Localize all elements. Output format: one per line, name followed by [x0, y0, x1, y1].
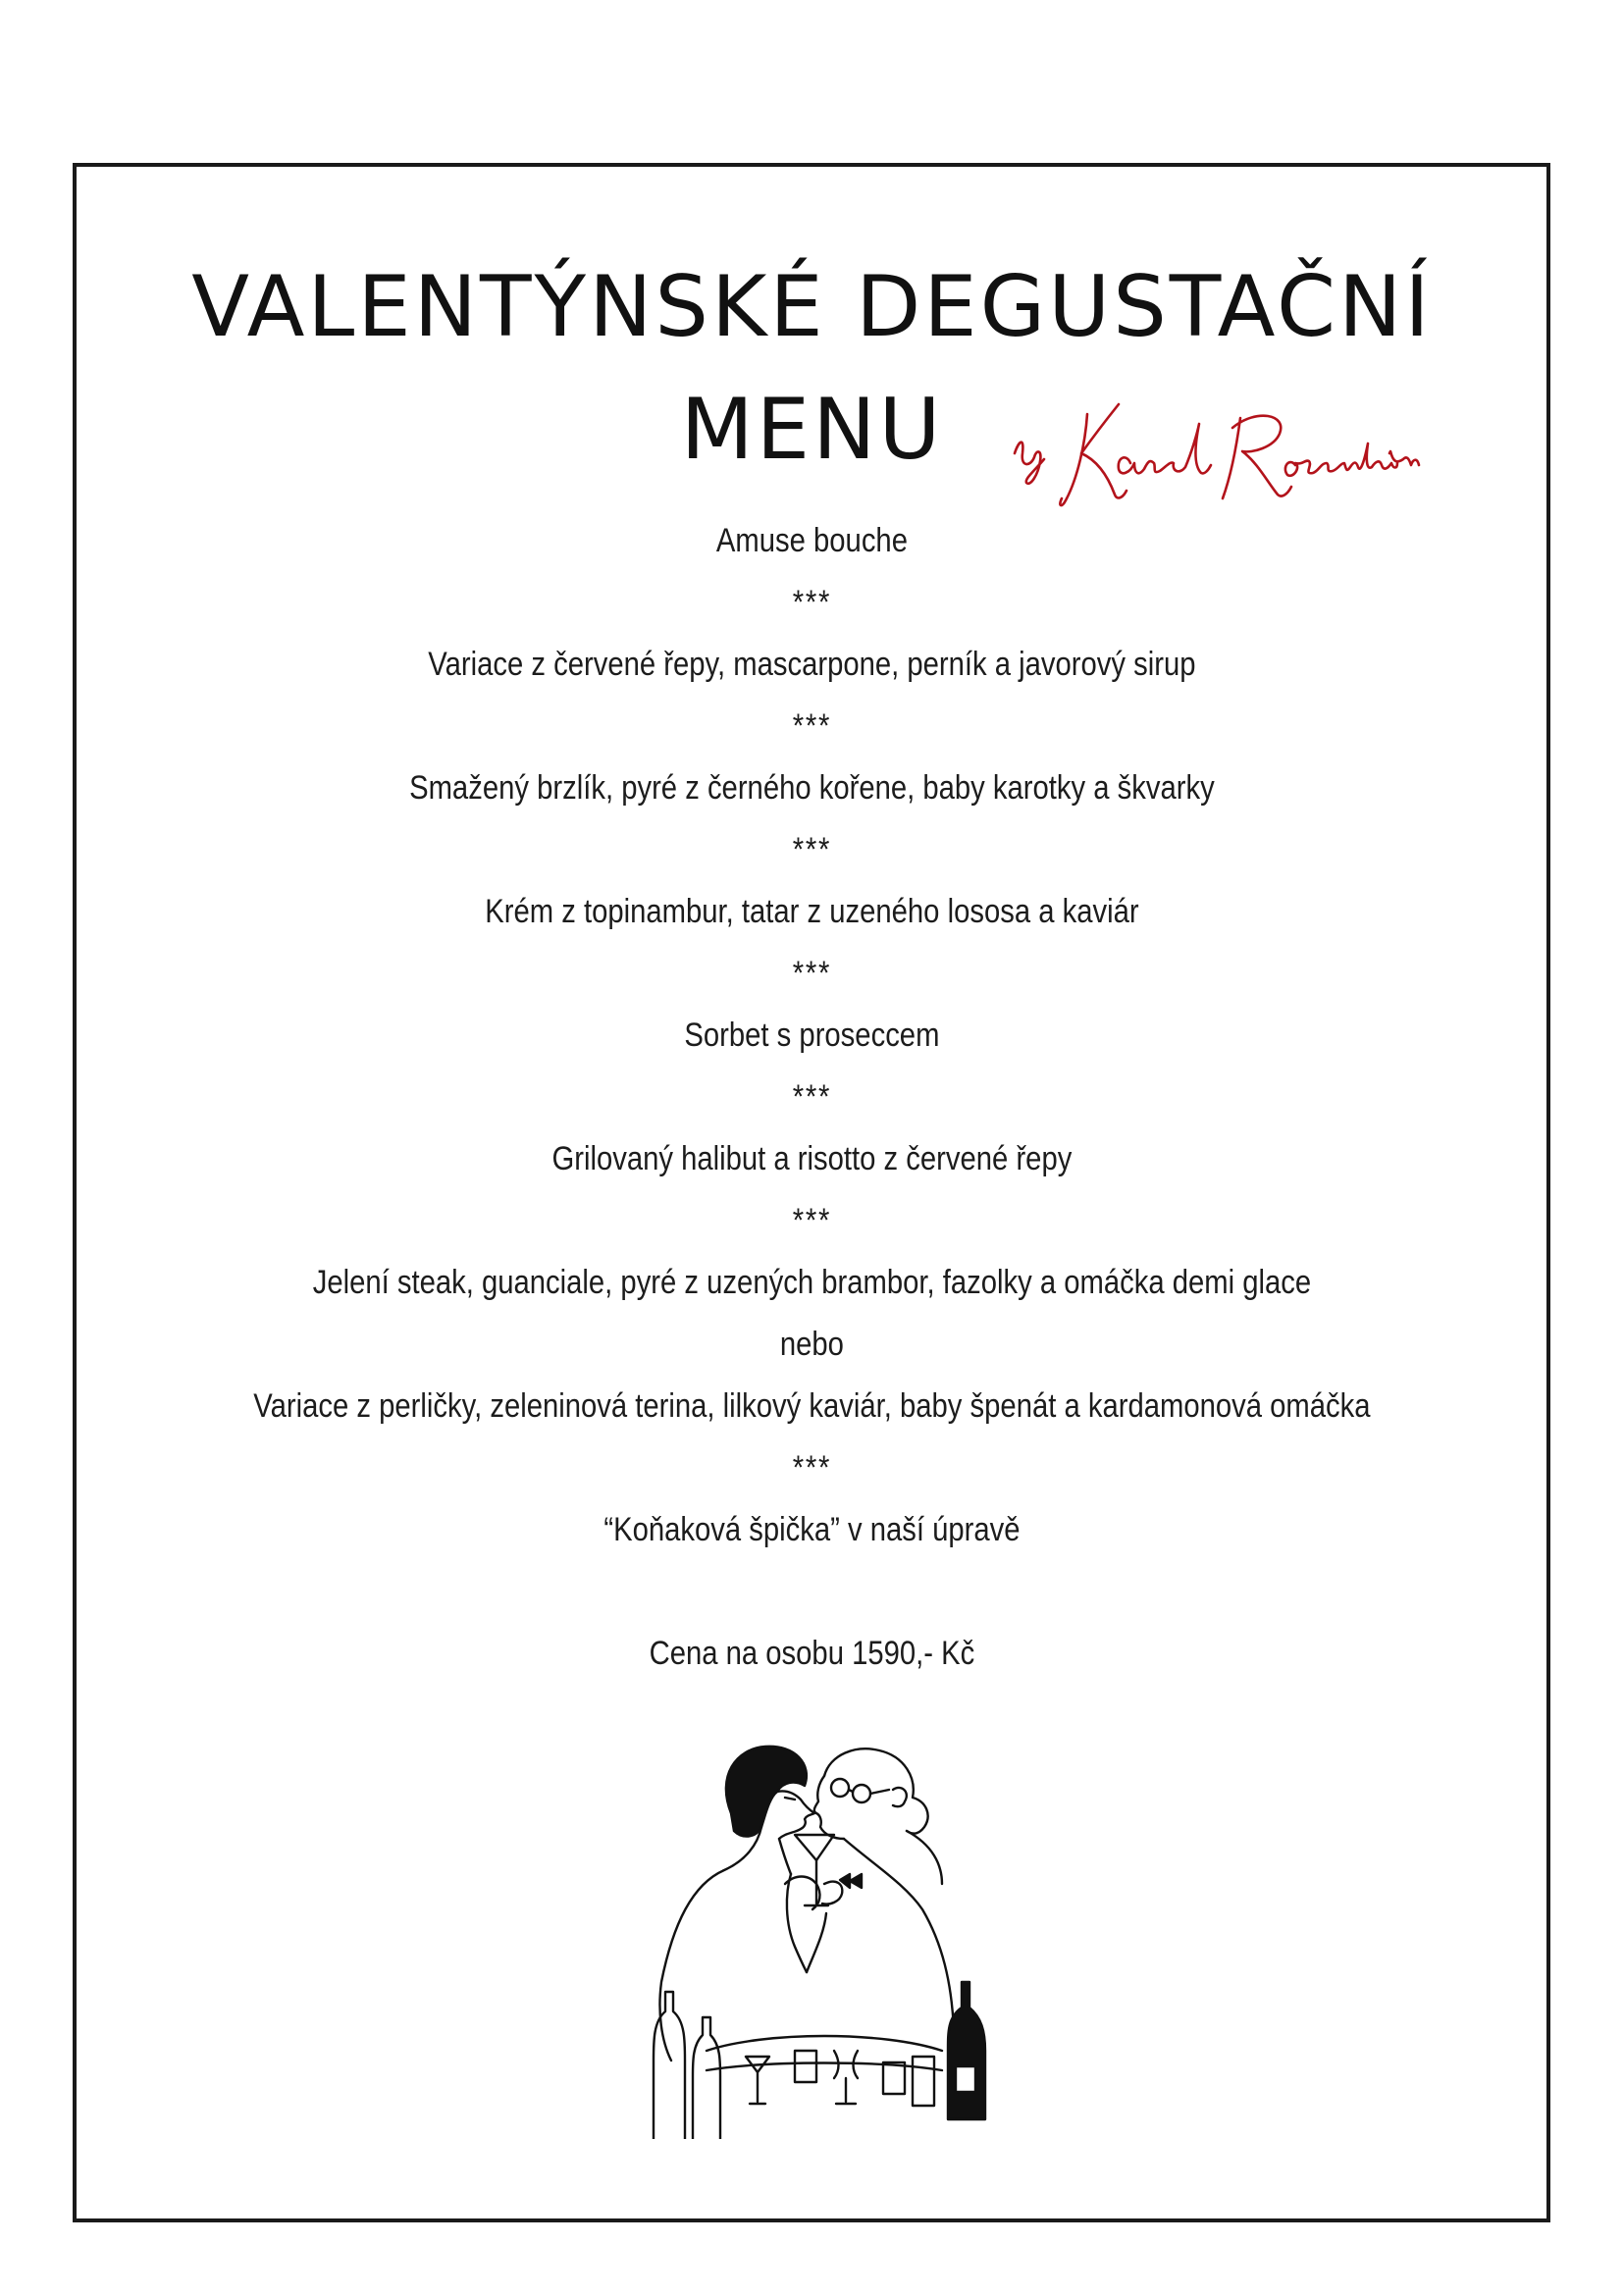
- couple-sharing-cocktail-illustration: [648, 1737, 1001, 2139]
- main-course-or: nebo: [779, 1326, 844, 1363]
- amuse-bouche: Amuse bouche: [715, 522, 908, 559]
- menu-title-line-1: VALENTÝNSKÉ DEGUSTAČNÍ: [191, 258, 1433, 356]
- course-separator: ***: [792, 1449, 832, 1487]
- course-separator: ***: [792, 1202, 832, 1239]
- course-halibut: Grilovaný halibut a risotto z červené řepy: [551, 1140, 1073, 1177]
- main-course-venison: Jelení steak, guanciale, pyré z uzených brambor, fazolky a omáčka demi glace: [312, 1264, 1312, 1301]
- course-separator: ***: [792, 831, 832, 868]
- course-separator: ***: [792, 955, 832, 992]
- course-separator: ***: [792, 707, 832, 745]
- course-topinambur-cream: Krém z topinambur, tatar z uzeného lososa a kaviár: [485, 893, 1139, 930]
- course-sweetbread: Smažený brzlík, pyré z černého kořene, baby karotky a škvarky: [409, 769, 1215, 807]
- course-sorbet: Sorbet s proseccem: [684, 1017, 940, 1054]
- menu-title-line-2: MENU: [680, 381, 944, 479]
- menu-courses: [114, 510, 1510, 1685]
- dessert: “Koňaková špička” v naší úpravě: [603, 1511, 1021, 1548]
- course-separator: ***: [792, 584, 832, 621]
- course-beetroot: Variace z červené řepy, mascarpone, perník a javorový sirup: [428, 646, 1196, 683]
- main-course-guinea-fowl: Variace z perličky, zeleninová terina, lilkový kaviár, baby špenát a kardamonová omáčka: [253, 1387, 1371, 1425]
- price-per-person: Cena na osobu 1590,- Kč: [649, 1635, 975, 1672]
- course-separator: ***: [792, 1078, 832, 1116]
- signature-by-karel-rosenheim: [1001, 385, 1423, 522]
